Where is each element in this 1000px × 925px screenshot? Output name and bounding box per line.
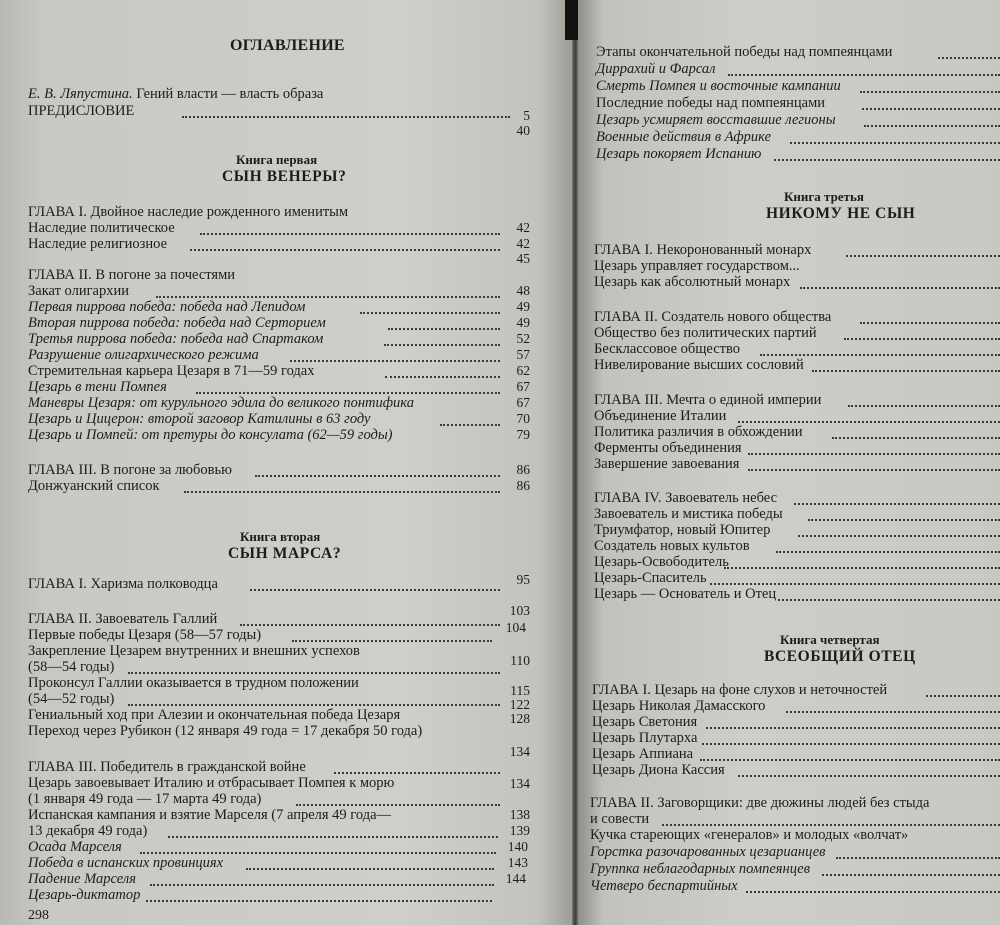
dot-leader (150, 880, 494, 886)
book-title: НИКОМУ НЕ СЫН (766, 205, 916, 222)
page-number: 134 (509, 776, 530, 791)
dot-leader (748, 465, 1000, 471)
dot-leader (246, 864, 494, 870)
toc-entry: Донжуанский список (28, 478, 160, 494)
page-number: 95 (516, 572, 530, 587)
toc-entry: Кучка стареющих «генералов» и молодых «волчат» (590, 827, 909, 843)
page-number: 42 (516, 220, 530, 235)
page-number: 5 (523, 108, 530, 123)
toc-entry: Цезарь-Спаситель (594, 570, 707, 586)
dot-leader (938, 53, 1000, 59)
chapter-title: ГЛАВА I. Двойное наследие рожденного именитым (28, 204, 349, 220)
dot-leader (808, 515, 1000, 521)
toc-entry-continued: (54—52 годы) (28, 691, 115, 707)
chapter-title: ГЛАВА III. Мечта о единой империи (594, 392, 822, 408)
toc-entry: Горстка разочарованных цезарианцев (590, 844, 826, 860)
toc-entry: Закрепление Цезарем внутренних и внешних успехов (28, 643, 360, 659)
page-number: 140 (507, 839, 528, 854)
dot-leader (786, 707, 1000, 713)
dot-leader (384, 340, 500, 346)
intro-title: Гений власти — власть образа (132, 86, 324, 102)
page-number: 67 (516, 395, 530, 410)
right-page (578, 0, 1000, 925)
dot-leader (748, 449, 1000, 455)
page-number: 49 (516, 315, 530, 330)
toc-entry-continued: 13 декабря 49 года) (28, 823, 148, 839)
toc-entry: Цезарь-диктатор (28, 887, 141, 903)
dot-leader (846, 251, 1000, 257)
toc-entry: Осада Марселя (28, 839, 122, 855)
toc-entry: Цезарь управляет государством... (594, 258, 800, 274)
page-number: 62 (516, 363, 530, 378)
toc-entry-continued: (58—54 годы) (28, 659, 115, 675)
page-number: 144 (505, 871, 526, 886)
toc-entry: Цезарь в тени Помпея (28, 379, 167, 395)
toc-entry: Объединение Италии (594, 408, 727, 424)
toc-entry: Испанская кампания и взятие Марселя (7 апреля 49 года— (28, 807, 392, 823)
toc-entry: Ферменты объединения (594, 440, 742, 456)
dot-leader (388, 324, 500, 330)
toc-entry: Переход через Рубикон (12 января 49 года = 17 декабря 50 года) (28, 723, 423, 739)
toc-entry: Цезарь Диона Кассия (592, 762, 725, 778)
page-number: 115 (510, 683, 530, 698)
dot-leader (334, 768, 500, 774)
toc-entry: Первые победы Цезаря (58—57 годы) (28, 627, 262, 643)
page-number: 134 (509, 744, 530, 759)
dot-leader (864, 121, 1000, 127)
toc-entry: Цезарь завоевывает Италию и отбрасывает Помпея к морю (28, 775, 395, 791)
page-number: 86 (516, 462, 530, 477)
page-number: 57 (516, 347, 530, 362)
toc-entry: Наследие политическое (28, 220, 175, 236)
dot-leader (360, 308, 500, 314)
page-number: 70 (516, 411, 530, 426)
page-number: 67 (516, 379, 530, 394)
dot-leader (800, 283, 1000, 289)
dot-leader (140, 848, 496, 854)
dot-leader (255, 471, 500, 477)
chapter-title: ГЛАВА III. Победитель в гражданской войне (28, 759, 306, 775)
toc-entry: Цезарь — Основатель и Отец (594, 586, 777, 602)
page-number: 122 (509, 697, 530, 712)
page-number: 110 (510, 653, 530, 668)
dot-leader (128, 700, 500, 706)
dot-leader (860, 87, 1000, 93)
book-label: Книга вторая (240, 529, 321, 544)
toc-entry: Цезарь Аппиана (592, 746, 694, 762)
dot-leader (702, 739, 1000, 745)
toc-entry: Победа в испанских провинциях (28, 855, 224, 871)
page-number: 52 (516, 331, 530, 346)
dot-leader (926, 691, 1000, 697)
toc-entry: Первая пиррова победа: победа над Лепидом (28, 299, 306, 315)
toc-entry: Цезарь и Цицерон: второй заговор Катилины в 63 году (28, 411, 371, 427)
toc-heading: ОГЛАВЛЕНИЕ (230, 37, 345, 54)
dot-leader (700, 755, 1000, 761)
toc-entry: Диррахий и Фарсал (596, 61, 716, 77)
toc-entry: Этапы окончательной победы над помпеянцами (596, 44, 893, 60)
toc-entry: Закат олигархии (28, 283, 130, 299)
toc-entry-preface: ПРЕДИСЛОВИЕ (28, 103, 135, 119)
toc-entry: Бесклассовое общество (594, 341, 740, 357)
toc-entry: Военные действия в Африке (596, 129, 772, 145)
page-number: 104 (505, 620, 526, 635)
book-title: ВСЕОБЩИЙ ОТЕЦ (764, 648, 916, 665)
toc-entry: Общество без политических партий (594, 325, 817, 341)
toc-entry: Триумфатор, новый Юпитер (594, 522, 771, 538)
book-title: СЫН МАРСА? (228, 545, 342, 562)
dot-leader (250, 585, 500, 591)
toc-entry: Стремительная карьера Цезаря в 71—59 годах (28, 363, 315, 379)
dot-leader (812, 366, 1000, 372)
chapter-title: ГЛАВА IV. Завоеватель небес (594, 490, 778, 506)
page-folio: 298 (28, 908, 49, 923)
toc-entry: Четверо беспартийных (590, 878, 738, 894)
book-title: СЫН ВЕНЕРЫ? (222, 168, 347, 185)
page-number: 143 (507, 855, 528, 870)
dot-leader (190, 245, 500, 251)
chapter-title: ГЛАВА I. Некоронованный монарх (594, 242, 812, 258)
chapter-title: ГЛАВА II. Завоеватель Галлий (28, 611, 218, 627)
dot-leader (848, 401, 1000, 407)
dot-leader (290, 356, 500, 362)
toc-entry: Падение Марселя (28, 871, 136, 887)
dot-leader (385, 372, 500, 378)
toc-entry: Маневры Цезаря: от курульного эдила до великого понтифика (28, 395, 414, 411)
toc-entry: Политика различия в обхождении (594, 424, 803, 440)
page-number: 139 (509, 823, 530, 838)
toc-entry: Цезарь усмиряет восставшие легионы (596, 112, 836, 128)
dot-leader (292, 636, 492, 642)
dot-leader (738, 771, 1000, 777)
toc-entry-continued: (1 января 49 года — 17 марта 49 года) (28, 791, 262, 807)
toc-entry: Группка неблагодарных помпеянцев (590, 861, 811, 877)
page-number: 128 (509, 711, 530, 726)
dot-leader (724, 563, 1000, 569)
book-label: Книга четвертая (780, 632, 880, 647)
toc-entry: Нивелирование высших сословий (594, 357, 804, 373)
dot-leader (774, 155, 1000, 161)
dot-leader (794, 499, 1000, 505)
page-number: 138 (509, 807, 530, 822)
dot-leader (778, 595, 1000, 601)
dot-leader (182, 112, 510, 118)
dot-leader (706, 723, 1000, 729)
page-number: 79 (516, 427, 530, 442)
toc-entry-intro (28, 86, 323, 102)
chapter-title: ГЛАВА III. В погоне за любовью (28, 462, 232, 478)
dot-leader (728, 70, 1000, 76)
toc-entry: Вторая пиррова победа: победа над Серторием (28, 315, 326, 331)
dot-leader (738, 417, 1000, 423)
chapter-title-continued: и совести (590, 811, 650, 827)
dot-leader (760, 350, 1000, 356)
page-number: 86 (516, 478, 530, 493)
toc-entry: Третья пиррова победа: победа над Спартаком (28, 331, 324, 347)
chapter-title: ГЛАВА I. Цезарь на фоне слухов и неточностей (592, 682, 888, 698)
dot-leader (822, 870, 1000, 876)
toc-entry: Создатель новых культов (594, 538, 750, 554)
dot-leader (196, 388, 500, 394)
page-number: 48 (516, 283, 530, 298)
dot-leader (240, 620, 500, 626)
dot-leader (832, 433, 1000, 439)
dot-leader (662, 820, 1000, 826)
dot-leader (200, 229, 500, 235)
book-label: Книга третья (784, 189, 864, 204)
toc-entry: Цезарь Николая Дамасского (592, 698, 766, 714)
dot-leader (836, 853, 1000, 859)
page-number: 49 (516, 299, 530, 314)
toc-entry: Цезарь покоряет Испанию (596, 146, 762, 162)
dot-leader (128, 668, 500, 674)
dot-leader (746, 887, 1000, 893)
chapter-title: ГЛАВА II. В погоне за почестями (28, 267, 236, 283)
chapter-title: ГЛАВА I. Харизма полководца (28, 576, 218, 592)
chapter-title: ГЛАВА II. Создатель нового общества (594, 309, 832, 325)
toc-entry: Цезарь Светония (592, 714, 698, 730)
toc-entry: Последние победы над помпеянцами (596, 95, 826, 111)
book-label: Книга первая (236, 152, 318, 167)
toc-entry: Смерть Помпея и восточные кампании (596, 78, 841, 94)
dot-leader (790, 138, 1000, 144)
dot-leader (860, 318, 1000, 324)
toc-entry: Гениальный ход при Алезии и окончательная победа Цезаря (28, 707, 401, 723)
toc-entry: Цезарь и Помпей: от претуры до консулата (62—59 годы) (28, 427, 393, 443)
chapter-title: ГЛАВА II. Заговорщики: две дюжины людей без стыда (590, 795, 930, 811)
toc-entry: Цезарь-Освободитель (594, 554, 729, 570)
page-number: 45 (516, 251, 530, 266)
toc-entry: Проконсул Галлии оказывается в трудном положении (28, 675, 359, 691)
toc-entry: Разрушение олигархического режима (28, 347, 259, 363)
dot-leader (844, 334, 1000, 340)
toc-entry: Цезарь как абсолютный монарх (594, 274, 791, 290)
page-number: 40 (516, 123, 530, 138)
dot-leader (798, 531, 1000, 537)
toc-entry: Завоеватель и мистика победы (594, 506, 783, 522)
dot-leader (296, 800, 500, 806)
toc-entry: Завершение завоевания (594, 456, 740, 472)
dot-leader (710, 579, 1000, 585)
page-number: 103 (509, 603, 530, 618)
dot-leader (862, 104, 1000, 110)
toc-entry: Цезарь Плутарха (592, 730, 698, 746)
dot-leader (184, 487, 500, 493)
dot-leader (146, 896, 492, 902)
page-number: 42 (516, 236, 530, 251)
toc-entry: Наследие религиозное (28, 236, 168, 252)
dot-leader (776, 547, 1000, 553)
intro-author: Е. В. Ляпустина. (28, 86, 133, 102)
dot-leader (168, 832, 498, 838)
dot-leader (156, 292, 500, 298)
